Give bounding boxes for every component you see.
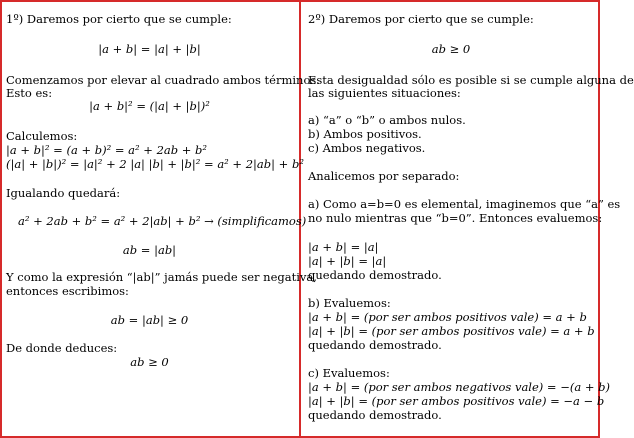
equation: ab ≥ 0 (431, 42, 471, 56)
left-column (4, 0, 320, 438)
paragraph-line: b) Evaluemos: (308, 296, 391, 310)
equation: |a + b|² = (|a| + |b|)² (89, 99, 210, 113)
equation: |a| + |b| = (por ser ambos positivos vale) = a + b (308, 324, 595, 338)
paragraph-line: Comenzamos por elevar al cuadrado ambos términos. (6, 73, 320, 87)
paragraph-line: Y como la expresión “|ab|” jamás puede ser negativa, (6, 270, 317, 284)
paragraph-line: Calculemos: (6, 129, 78, 143)
equation: a² + 2ab + b² = a² + 2|ab| + b² → (simplificamos) (18, 214, 307, 228)
right-column (306, 0, 634, 438)
equation: |a + b| = |a| (308, 240, 379, 254)
paragraph-line: quedando demostrado. (308, 408, 442, 422)
paragraph-line: Igualando quedará: (6, 186, 121, 200)
paragraph-line: quedando demostrado. (308, 268, 442, 282)
paragraph-line: no nulo mientras que “b=0”. Entonces evaluemos: (308, 211, 603, 225)
paragraph-line: c) Evaluemos: (308, 366, 390, 380)
paragraph-line: las siguientes situaciones: (308, 86, 461, 100)
equation: |a| + |b| = (por ser ambos positivos vale) = −a − b (308, 394, 605, 408)
equation: |a + b| = (por ser ambos negativos vale) = −(a + b) (308, 380, 610, 394)
paragraph-line: quedando demostrado. (308, 338, 442, 352)
left-heading: 1º) Daremos por cierto que se cumple: (6, 12, 232, 26)
paragraph-line: a) Como a=b=0 es elemental, imaginemos que “a” es (308, 197, 621, 211)
paragraph-line: entonces escribimos: (6, 284, 129, 298)
list-item: c) Ambos negativos. (308, 141, 426, 155)
equation: |a + b|² = (a + b)² = a² + 2ab + b² (6, 143, 208, 157)
paragraph-line: Esto es: (6, 86, 53, 100)
equation: |a| + |b| = |a| (308, 254, 387, 268)
equation: ab = |ab| (122, 243, 177, 257)
equation: ab ≥ 0 (130, 355, 169, 369)
equation: |a + b| = (por ser ambos positivos vale) = a + b (308, 310, 587, 324)
paragraph-line: Analicemos por separado: (308, 169, 460, 183)
list-item: b) Ambos positivos. (308, 127, 422, 141)
equation: |a + b| = |a| + |b| (98, 42, 201, 56)
right-heading: 2º) Daremos por cierto que se cumple: (308, 12, 534, 26)
equation: ab = |ab| ≥ 0 (110, 313, 189, 327)
paragraph-line: De donde deduces: (6, 341, 118, 355)
list-item: a) “a” o “b” o ambos nulos. (308, 113, 466, 127)
paragraph-line: Esta desigualdad sólo es posible si se cumple alguna de (308, 73, 634, 87)
equation: (|a| + |b|)² = |a|² + 2 |a| |b| + |b|² = a² + 2|ab| + b² (6, 157, 304, 171)
